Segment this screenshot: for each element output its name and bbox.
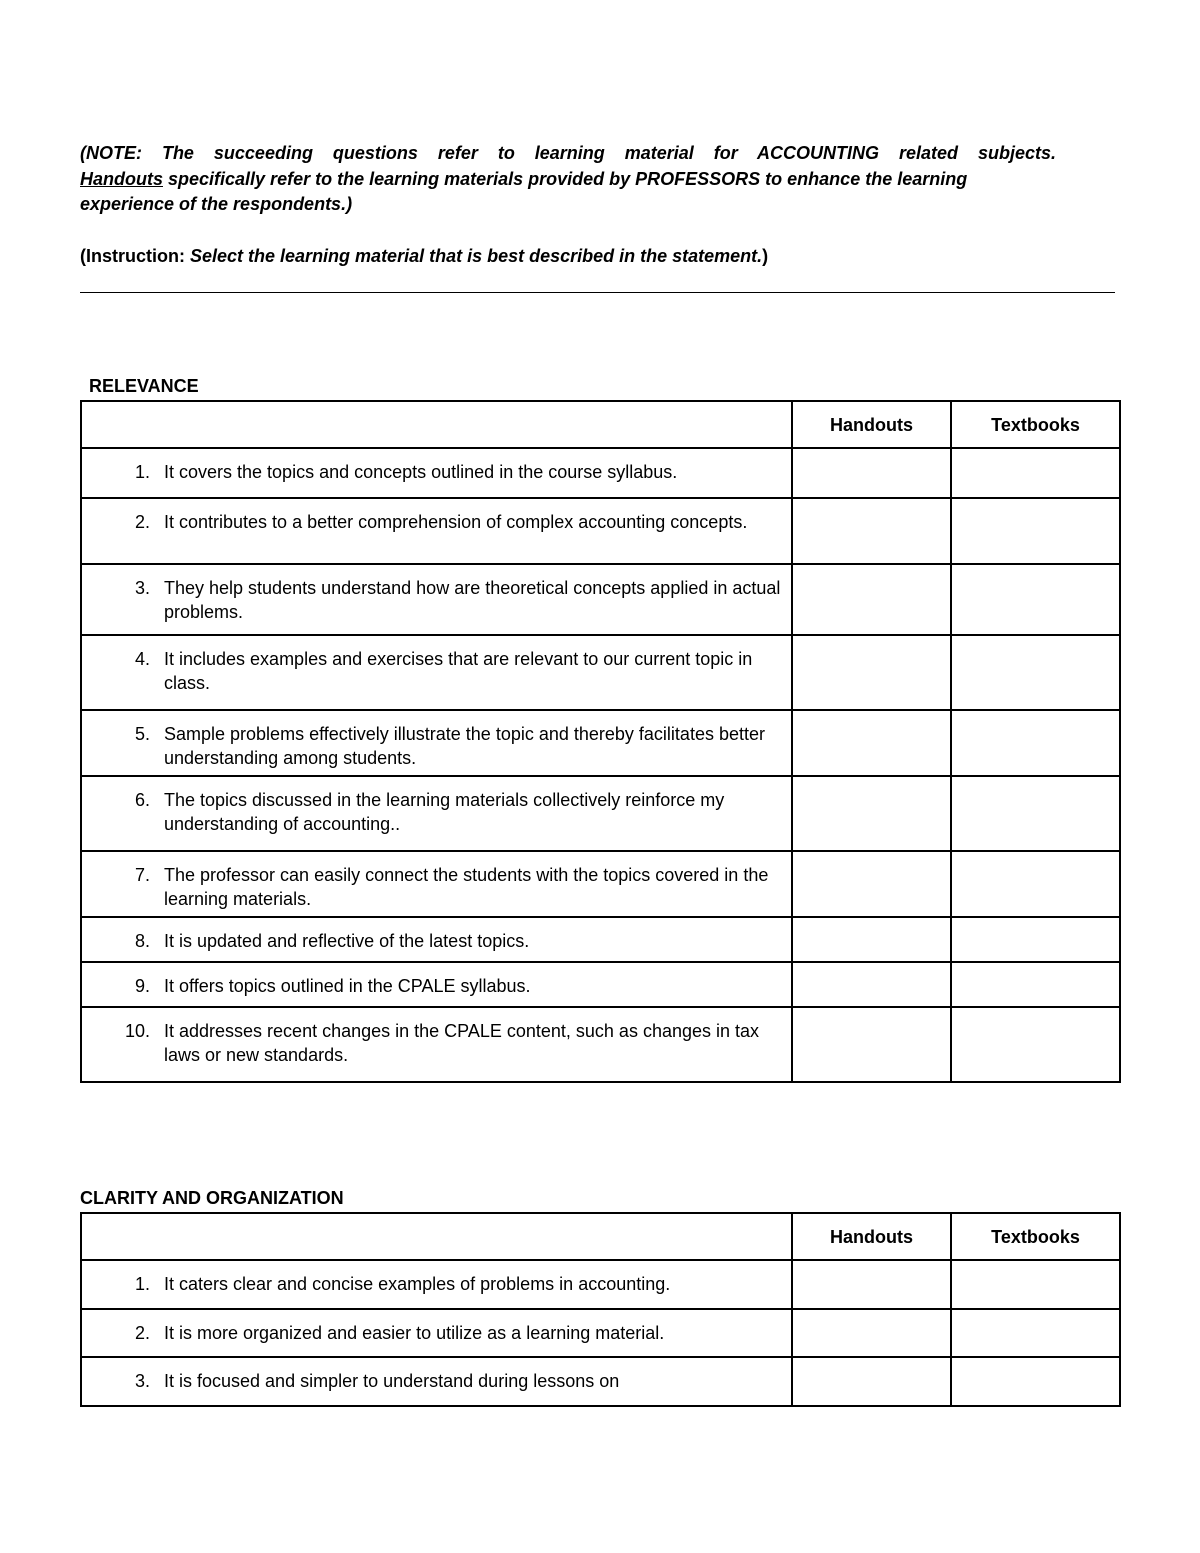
textbooks-answer-cell[interactable] — [951, 564, 1120, 635]
item-text: They help students understand how are theoretical concepts applied in actual problems. — [164, 578, 781, 622]
statement-cell — [81, 498, 792, 564]
header-blank-cell — [81, 1213, 792, 1260]
statement-cell — [81, 776, 792, 851]
item-text: It includes examples and exercises that are relevant to our current topic in class. — [164, 649, 753, 693]
statement-cell — [81, 1357, 792, 1406]
instruction-body: Select the learning material that is best described in the statement. — [190, 246, 763, 266]
note-line-2-text: specifically refer to the learning materials provided by PROFESSORS to enhance the learning — [163, 168, 968, 189]
handouts-answer-cell[interactable] — [792, 1007, 951, 1082]
item-text: Sample problems effectively illustrate the topic and thereby facilitates better understanding among students. — [164, 724, 765, 768]
table-row — [81, 448, 1120, 498]
table-row — [81, 564, 1120, 635]
textbooks-answer-cell[interactable] — [951, 1260, 1120, 1309]
handouts-answer-cell[interactable] — [792, 1357, 951, 1406]
handouts-answer-cell[interactable] — [792, 635, 951, 710]
statement-cell — [81, 1309, 792, 1357]
horizontal-rule — [80, 292, 1115, 293]
textbooks-answer-cell[interactable] — [951, 1357, 1120, 1406]
handouts-answer-cell[interactable] — [792, 917, 951, 962]
item-number: 10. — [124, 1021, 150, 1041]
textbooks-answer-cell[interactable] — [951, 710, 1120, 776]
textbooks-answer-cell[interactable] — [951, 851, 1120, 917]
table-row — [81, 1260, 1120, 1309]
item-number: 6. — [134, 790, 150, 810]
statement-cell — [81, 564, 792, 635]
statement-cell — [81, 1260, 792, 1309]
table-row — [81, 710, 1120, 776]
textbooks-answer-cell[interactable] — [951, 776, 1120, 851]
column-header-textbooks: Textbooks — [951, 401, 1120, 448]
table-row — [81, 917, 1120, 962]
table-row — [81, 851, 1120, 917]
table-row — [81, 1007, 1120, 1082]
item-number: 5. — [134, 724, 150, 744]
item-text: It addresses recent changes in the CPALE content, such as changes in tax laws or new standards. — [164, 1021, 760, 1065]
instruction-suffix: ) — [762, 246, 769, 266]
item-text: It contributes to a better comprehension of complex accounting concepts. — [164, 512, 748, 532]
handouts-answer-cell[interactable] — [792, 564, 951, 635]
textbooks-answer-cell[interactable] — [951, 498, 1120, 564]
item-number: 7. — [134, 865, 150, 885]
item-number: 2. — [134, 512, 150, 532]
handouts-answer-cell[interactable] — [792, 1260, 951, 1309]
item-text: It is more organized and easier to utilize as a learning material. — [164, 1323, 665, 1343]
column-header-textbooks: Textbooks — [951, 1213, 1120, 1260]
clarity-table — [80, 1212, 1121, 1407]
item-number: 8. — [134, 931, 150, 951]
statement-cell — [81, 1007, 792, 1082]
handouts-answer-cell[interactable] — [792, 498, 951, 564]
handouts-answer-cell[interactable] — [792, 851, 951, 917]
statement-cell — [81, 917, 792, 962]
item-text: It is focused and simpler to understand during lessons on — [164, 1371, 620, 1391]
table-row — [81, 635, 1120, 710]
note-line-3: experience of the respondents.) — [80, 194, 353, 214]
handouts-answer-cell[interactable] — [792, 448, 951, 498]
statement-cell — [81, 710, 792, 776]
handouts-answer-cell[interactable] — [792, 776, 951, 851]
item-number: 1. — [134, 1274, 150, 1294]
handouts-answer-cell[interactable] — [792, 710, 951, 776]
statement-cell — [81, 635, 792, 710]
column-header-handouts: Handouts — [792, 1213, 951, 1260]
instruction-prefix: (Instruction: — [80, 246, 190, 266]
item-number: 1. — [134, 462, 150, 482]
table-header-row — [81, 401, 1120, 448]
header-blank-cell — [81, 401, 792, 448]
item-number: 2. — [134, 1323, 150, 1343]
item-text: It caters clear and concise examples of problems in accounting. — [164, 1274, 671, 1294]
item-text: It covers the topics and concepts outlined in the course syllabus. — [164, 462, 678, 482]
table-row — [81, 962, 1120, 1007]
item-number: 3. — [134, 578, 150, 598]
textbooks-answer-cell[interactable] — [951, 635, 1120, 710]
textbooks-answer-cell[interactable] — [951, 448, 1120, 498]
item-text: It is updated and reflective of the latest topics. — [164, 931, 530, 951]
textbooks-answer-cell[interactable] — [951, 1007, 1120, 1082]
textbooks-answer-cell[interactable] — [951, 1309, 1120, 1357]
item-text: The professor can easily connect the students with the topics covered in the learning materials. — [164, 865, 769, 909]
handouts-term: Handouts — [80, 168, 163, 189]
column-header-handouts: Handouts — [792, 401, 951, 448]
textbooks-answer-cell[interactable] — [951, 917, 1120, 962]
note-paragraph — [80, 141, 1056, 218]
note-line-2 — [80, 167, 1056, 193]
table-header-row — [81, 1213, 1120, 1260]
statement-cell — [81, 962, 792, 1007]
table-row — [81, 776, 1120, 851]
instruction — [80, 244, 768, 269]
item-text: The topics discussed in the learning materials collectively reinforce my understanding of accounting.. — [164, 790, 725, 834]
statement-cell — [81, 851, 792, 917]
item-number: 4. — [134, 649, 150, 669]
table-row — [81, 498, 1120, 564]
note-line-1: (NOTE: The succeeding questions refer to learning material for ACCOUNTING related subjects. — [80, 143, 1056, 163]
table-row — [81, 1357, 1120, 1406]
item-number: 3. — [134, 1371, 150, 1391]
item-text: It offers topics outlined in the CPALE syllabus. — [164, 976, 531, 996]
table-row — [81, 1309, 1120, 1357]
section-title-relevance: RELEVANCE — [89, 376, 199, 396]
statement-cell — [81, 448, 792, 498]
item-number: 9. — [134, 976, 150, 996]
section-title-clarity: CLARITY AND ORGANIZATION — [80, 1188, 344, 1208]
relevance-table — [80, 400, 1121, 1083]
handouts-answer-cell[interactable] — [792, 1309, 951, 1357]
handouts-answer-cell[interactable] — [792, 962, 951, 1007]
textbooks-answer-cell[interactable] — [951, 962, 1120, 1007]
